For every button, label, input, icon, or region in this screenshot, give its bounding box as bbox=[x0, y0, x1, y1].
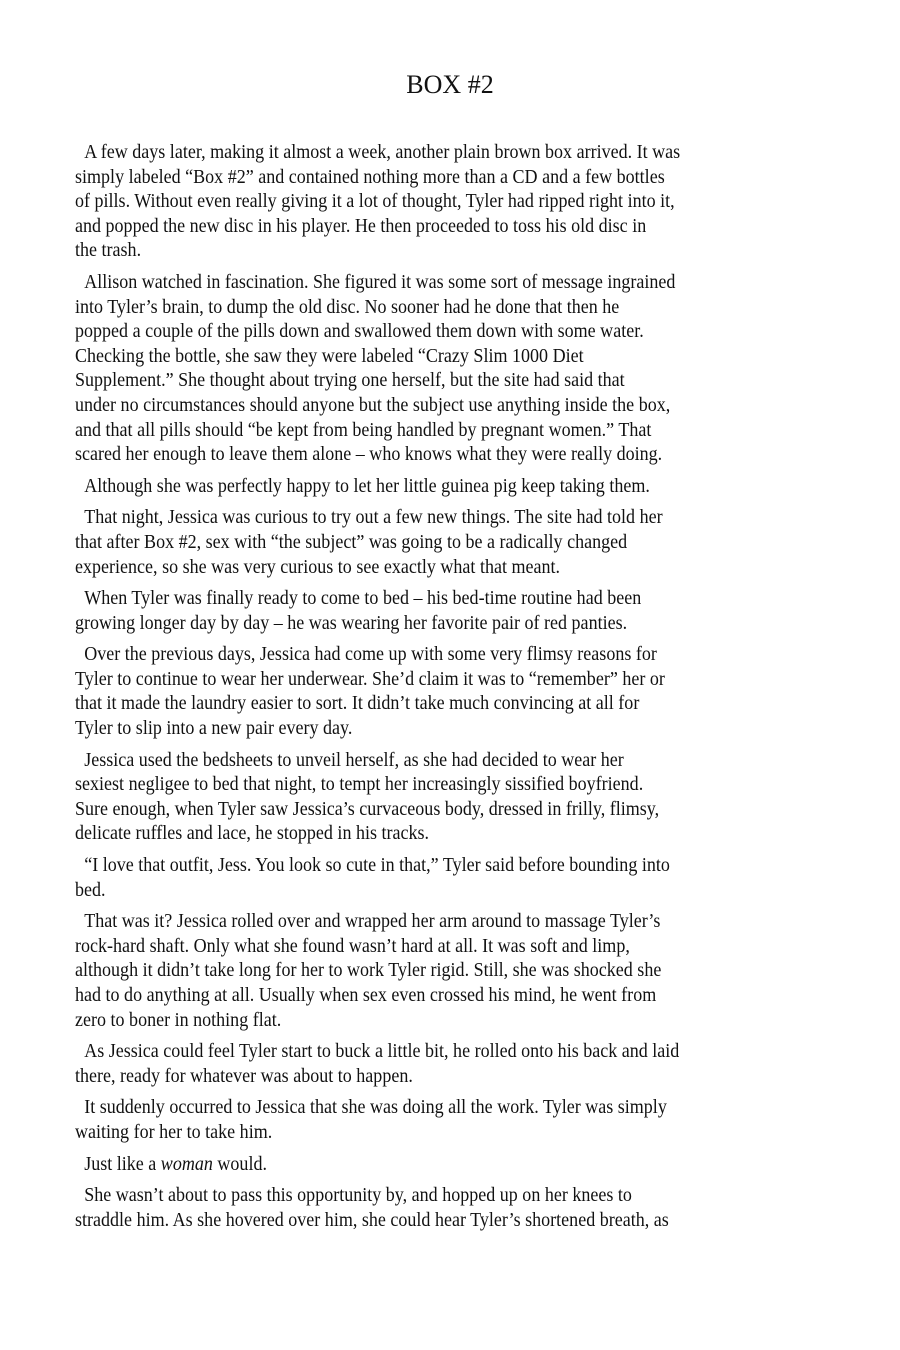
paragraph-line: that after Box #2, sex with “the subject” was going to be a radically changed bbox=[75, 531, 628, 553]
paragraph-line: sexiest negligee to bed that night, to tempt her increasingly sissified boyfriend. bbox=[75, 774, 644, 796]
paragraph-line: bed. bbox=[75, 879, 106, 901]
text-run: would. bbox=[212, 1153, 267, 1175]
paragraph-line: had to do anything at all. Usually when sex even crossed his mind, he went from bbox=[75, 985, 657, 1006]
paragraph-line: of pills. Without even really giving it a lot of thought, Tyler had ripped right into it, bbox=[75, 191, 675, 213]
paragraph-line: Tyler to slip into a new pair every day. bbox=[75, 718, 353, 740]
paragraph bbox=[75, 1184, 835, 1233]
paragraph-line: Although she was perfectly happy to let her little guinea pig keep taking them. bbox=[84, 475, 650, 497]
text-run: Just like a bbox=[84, 1153, 161, 1175]
paragraph-line: A few days later, making it almost a week, another plain brown box arrived. It was bbox=[84, 142, 681, 163]
paragraph bbox=[75, 475, 835, 500]
paragraph-line: there, ready for whatever was about to happen. bbox=[75, 1065, 413, 1087]
paragraph-line: growing longer day by day – he was wearing her favorite pair of red panties. bbox=[75, 612, 628, 634]
paragraph-line: scared her enough to leave them alone – who knows what they were really doing. bbox=[75, 444, 663, 466]
paragraph bbox=[75, 506, 835, 580]
paragraph-line: zero to boner in nothing flat. bbox=[75, 1009, 282, 1031]
paragraph-line: simply labeled “Box #2” and contained nothing more than a CD and a few bottles bbox=[75, 166, 665, 188]
paragraph bbox=[75, 643, 835, 741]
paragraph-line: although it didn’t take long for her to work Tyler rigid. Still, she was shocked she bbox=[75, 960, 662, 982]
paragraph-line: Checking the bottle, she saw they were labeled “Crazy Slim 1000 Diet bbox=[75, 345, 584, 367]
paragraph-line: Jessica used the bedsheets to unveil herself, as she had decided to wear her bbox=[84, 749, 624, 771]
paragraph bbox=[75, 1040, 835, 1089]
paragraph bbox=[75, 854, 835, 903]
paragraph-line: That night, Jessica was curious to try out a few new things. The site had told her bbox=[84, 507, 663, 529]
paragraph-line: the trash. bbox=[75, 240, 142, 262]
paragraph bbox=[75, 271, 835, 468]
paragraph-line: under no circumstances should anyone but the subject use anything inside the box, bbox=[75, 394, 671, 416]
paragraph-line: rock-hard shaft. Only what she found wasn’t hard at all. It was soft and limp, bbox=[75, 935, 630, 957]
paragraph-line: Allison watched in fascination. She figured it was some sort of message ingrained bbox=[84, 271, 676, 293]
paragraph-line: experience, so she was very curious to see exactly what that meant. bbox=[75, 556, 561, 578]
paragraph-line: Supplement.” She thought about trying one herself, but the site had said that bbox=[75, 370, 625, 392]
paragraph-line: waiting for her to take him. bbox=[75, 1121, 273, 1143]
paragraph-line: Over the previous days, Jessica had come up with some very flimsy reasons for bbox=[84, 644, 657, 666]
paragraph bbox=[75, 1096, 835, 1145]
paragraph-line: straddle him. As she hovered over him, she could hear Tyler’s shortened breath, as bbox=[75, 1209, 669, 1231]
chapter-title: BOX #2 bbox=[406, 70, 494, 99]
paragraph-line: Sure enough, when Tyler saw Jessica’s curvaceous body, dressed in frilly, flimsy, bbox=[75, 798, 660, 820]
paragraph-line: As Jessica could feel Tyler start to buck a little bit, he rolled onto his back and laid bbox=[84, 1041, 680, 1063]
paragraph-line: that it made the laundry easier to sort. It didn’t take much convincing at all for bbox=[75, 693, 640, 715]
paragraph-line: delicate ruffles and lace, he stopped in his tracks. bbox=[75, 823, 430, 845]
paragraph-line: That was it? Jessica rolled over and wrapped her arm around to massage Tyler’s bbox=[84, 911, 661, 933]
paragraph-line bbox=[75, 1153, 774, 1178]
paragraph-line: and that all pills should “be kept from being handled by pregnant women.” That bbox=[75, 419, 652, 441]
paragraph bbox=[75, 749, 835, 847]
paragraph-line: and popped the new disc in his player. He then proceeded to toss his old disc in bbox=[75, 215, 647, 237]
chapter-body bbox=[75, 141, 835, 1240]
paragraph bbox=[75, 141, 835, 264]
paragraph-line: into Tyler’s brain, to dump the old disc. No sooner had he done that then he bbox=[75, 296, 620, 318]
paragraph bbox=[75, 587, 835, 636]
italic-word: woman bbox=[160, 1153, 213, 1175]
paragraph-line: She wasn’t about to pass this opportunity by, and hopped up on her knees to bbox=[84, 1185, 632, 1207]
paragraph-line: popped a couple of the pills down and swallowed them down with some water. bbox=[75, 321, 644, 343]
paragraph-line: Tyler to continue to wear her underwear. She’d claim it was to “remember” her or bbox=[75, 668, 665, 690]
paragraph-line: “I love that outfit, Jess. You look so cute in that,” Tyler said before bounding into bbox=[84, 855, 670, 877]
paragraph-line: When Tyler was finally ready to come to bed – his bed-time routine had been bbox=[84, 588, 642, 610]
paragraph-emphasis bbox=[75, 1153, 835, 1178]
paragraph bbox=[75, 910, 835, 1033]
paragraph-line: It suddenly occurred to Jessica that she was doing all the work. Tyler was simply bbox=[84, 1097, 667, 1119]
